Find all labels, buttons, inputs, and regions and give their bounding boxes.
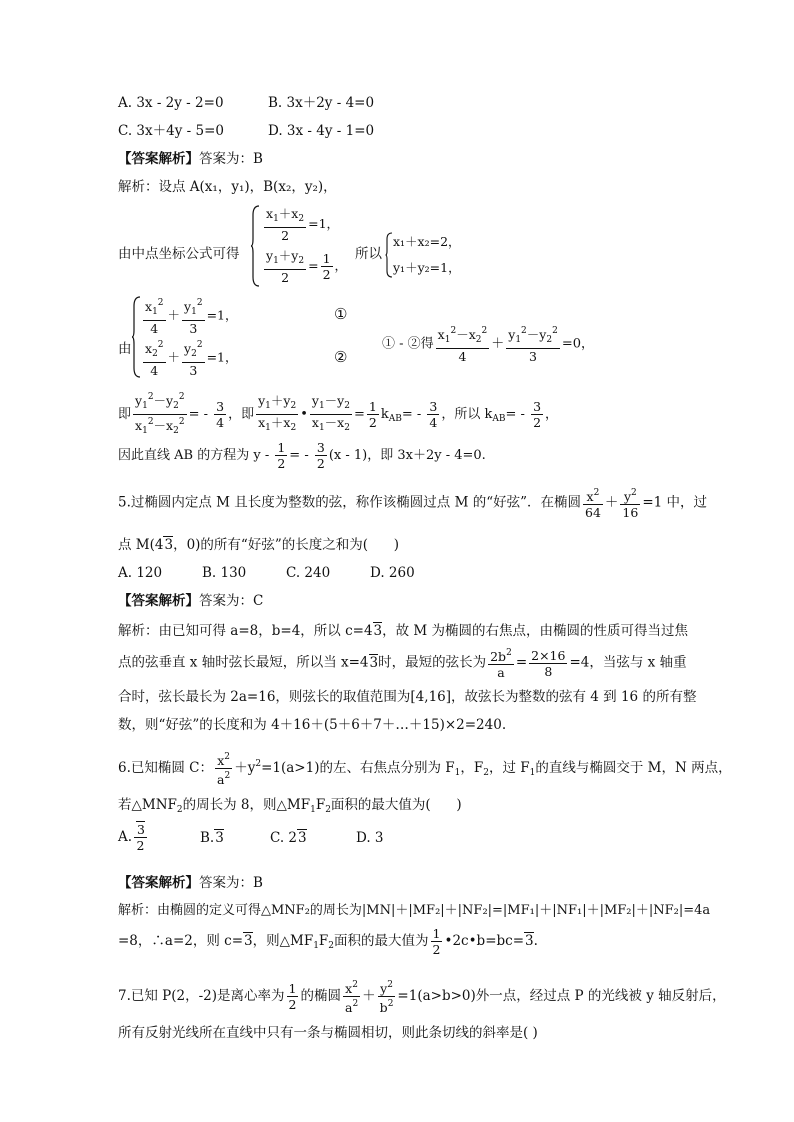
left-brace-icon — [131, 296, 141, 378]
q6-stem-2: 若$\triangle MNF_2$的周长为 8，则$\triangle MF_1F_2$面积的最大值为( ) — [118, 797, 462, 815]
q4-so-label: 所以 — [355, 246, 382, 262]
q5-options-row — [118, 564, 415, 582]
q6-option-b: B.3 — [200, 829, 224, 846]
q4-circle-1: ① — [334, 305, 348, 323]
q4-ellipse-eq-2: $\frac{x_2^2}{4}$ ＋ $\frac{y_2^2}{3}$ =1， — [145, 340, 238, 378]
q4-answer-tag: 【答案解析】 — [118, 151, 199, 167]
q5-solution-line-3: 合时，弦长最长为 2a=16，则弦长的取值范围为[4,16]，故弦长为整数的弦有 4 到 16 的所有整 — [118, 689, 697, 705]
q4-eq0: =0， — [561, 336, 594, 352]
q4-you-label: 由 — [118, 341, 132, 357]
q6-options-row — [118, 822, 384, 853]
q4-sum-brace — [385, 232, 393, 282]
q6-option-d: D. 3 — [356, 829, 384, 846]
q4-options-row-1 — [118, 94, 374, 112]
q4-answer — [118, 150, 263, 168]
q4-midpoint-eq-2: $\frac{y_1+y_2}{2}$ = $\frac{1}{2}$ ， — [266, 248, 348, 285]
q6-answer-tag: 【答案解析】 — [118, 875, 199, 891]
q6-option-a: A. $\frac{3}{2}$ — [118, 822, 145, 853]
q6-answer — [118, 874, 263, 892]
q4-solution-line-1: 解析：设点 A(x₁，y₁)，B(x₂，y₂)， — [118, 179, 337, 195]
q4-ji-label: 即 — [118, 407, 132, 422]
q6-solution-line-1: 解析：由椭圆的定义可得△MNF₂的周长为|MN|＋|MF₂|＋|NF₂|=|MF₁|＋|NF₁|＋|MF₂|＋|NF₂|=4a — [118, 903, 711, 918]
q4-circle-2: ② — [334, 348, 348, 366]
q7-stem-1: 7.已知 P(2，-2)是离心率为 $\frac{1}{2}$ 的椭圆 $\frac{x^2}{a^2}$ ＋ $\frac{y^2}{b^2}$ =1(a>b>0)外一点，经过点 P 的光线被 y 轴反射后， — [118, 980, 726, 1015]
q5-option-a: A. 120 — [118, 565, 163, 581]
q4-option-a: A. 3x - 2y - 2=0 — [118, 95, 224, 111]
q6-option-c: C. 23 — [270, 829, 307, 846]
q4-final-line: 因此直线 AB 的方程为 y - $\frac{1}{2}$ = - $\frac{3}{2}$ (x - 1)，即 3x＋2y - 4=0. — [118, 440, 486, 471]
q4-subtract-eq: ① - ②得 $\frac{x_1^2-x_2^2}{4}$ ＋ $\frac{y_1^2-y_2^2}{3}$ =0， — [382, 326, 594, 364]
q4-option-b: B. 3x＋2y - 4=0 — [268, 95, 375, 111]
q4-answer-text: 答案为：B — [199, 151, 263, 167]
q6-solution-line-2: =8，∴a=2，则 c=3，则$\triangle MF_1F_2$面积的最大值为 $\frac{1}{2}$ •2c•b=bc=3. — [118, 926, 538, 957]
q5-solution-line-1: 解析：由已知可得 a=8，b=4，所以 c=43，故 M 为椭圆的右焦点，由椭圆的性质可得当过焦 — [118, 623, 689, 639]
q5-option-b: B. 130 — [202, 565, 247, 581]
q6-stem-1: 6.已知椭圆 C： $\frac{x^2}{a^2}$ $+y^2=1(a>1)$的左、右焦点分别为 $F_1$，$F_2$，过 $F_1$的直线与椭圆交于 M，N 两点， — [118, 752, 732, 787]
q5-stem-1: 5.过椭圆内定点 M 且长度为整数的弦，称作该椭圆过点 M 的“好弦”．在椭圆 $\frac{x^2}{64}$ ＋ $\frac{y^2}{16}$ =1 中，过 — [118, 488, 708, 520]
q5-answer-text: 答案为：C — [199, 593, 264, 609]
left-brace-icon — [250, 205, 260, 287]
q5-solution-line-2: 点的弦垂直 x 轴时弦长最短，所以当 x=43时，最短的弦长为 $\frac{2b^2}{a}$ = $\frac{2\times 16}{8}$ =4，当弦与 x 轴重 — [118, 647, 687, 680]
q4-sum-eq-1: x₁＋x₂=2， — [393, 234, 461, 249]
left-brace-icon — [385, 232, 393, 278]
q4-option-c: C. 3x＋4y - 5=0 — [118, 123, 224, 139]
q4-options-row-2 — [118, 122, 374, 140]
q4-option-d: D. 3x - 4y - 1=0 — [268, 123, 375, 139]
q5-answer-tag: 【答案解析】 — [118, 593, 199, 609]
q4-sum-eq-2: y₁＋y₂=1， — [393, 260, 461, 275]
q5-stem-2: 点 M(43，0)的所有“好弦”的长度之和为( ) — [118, 537, 400, 553]
q5-option-c: C. 240 — [286, 565, 331, 581]
q6-answer-text: 答案为：B — [199, 875, 263, 891]
q4-midpoint-eq-1: $\frac{x_1+x_2}{2}$ =1， — [266, 206, 340, 243]
q5-solution-line-4: 数，则“好弦”的长度和为 4＋16＋(5＋6＋7＋…＋15)×2=240. — [118, 717, 507, 733]
q4-ji-line: 即 $\frac{y_1^2-y_2^2}{x_1^2-x_2^2}$ = - $\frac{3}{4}$ ，即 $\frac{y_1+y_2}{x_1+x_2}$ • $\frac{y_1-y_2}{x_1-x_2}$ = $\frac{1}{2}$ $k_{AB}=$ - $\frac{3}{4}$ ，所以 $k_{AB}=$ - $\frac{3}{2}$ ， — [118, 392, 559, 436]
q7-stem-2: 所有反射光线所在直线中只有一条与椭圆相切，则此条切线的斜率是( ) — [118, 1025, 538, 1041]
q4-midpoint-prefix: 由中点坐标公式可得 — [118, 246, 240, 262]
q4-ellipse-eq-1: $\frac{x_1^2}{4}$ ＋ $\frac{y_1^2}{3}$ =1， — [145, 298, 238, 336]
q4-ellipse-brace — [131, 296, 141, 382]
q4-subtract-label: ① - ②得 — [382, 336, 434, 352]
q4-midpoint-brace — [250, 205, 260, 291]
q5-answer — [118, 592, 263, 610]
q5-option-d: D. 260 — [370, 565, 415, 581]
